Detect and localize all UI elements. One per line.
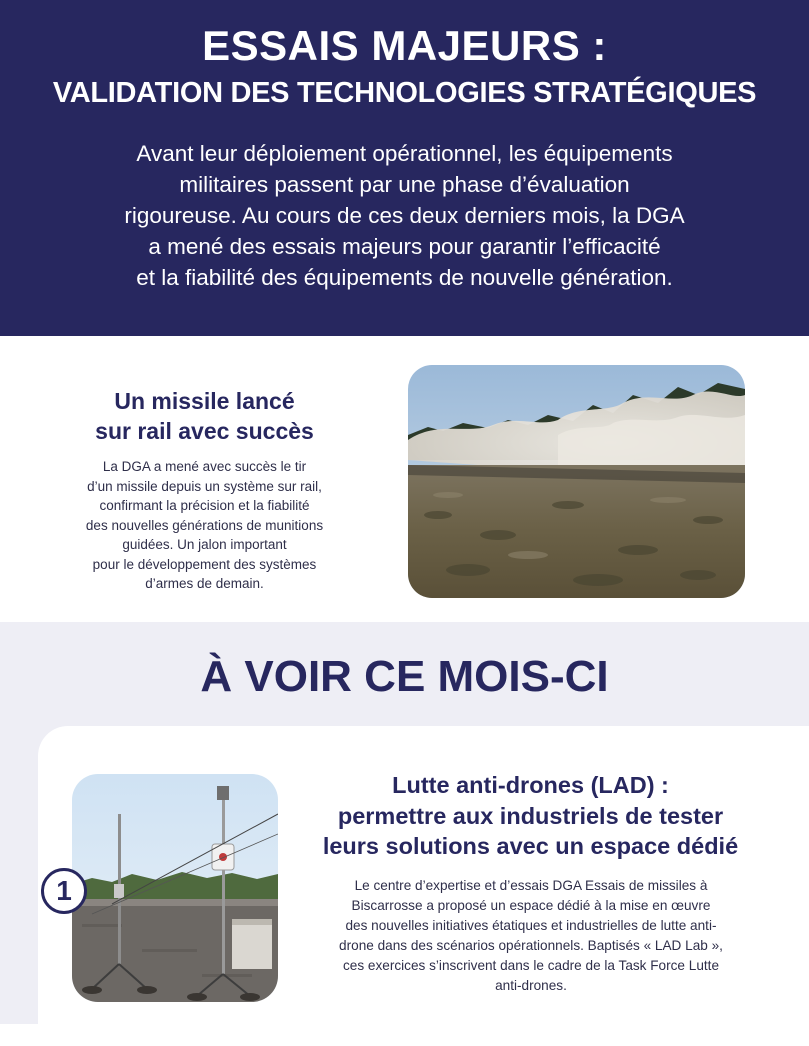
intro-line: rigoureuse. Au cours de ces deux derniers mois, la DGA [124, 203, 685, 228]
body-line: drone dans des scénarios opérationnels. Baptisés « LAD Lab », [339, 938, 723, 953]
body-line: Biscarrosse a proposé un espace dédié à la mise en œuvre [351, 898, 711, 913]
body-line: des nouvelles générations de munitions [85, 517, 324, 533]
body-line: d’un missile depuis un système sur rail, [87, 478, 322, 494]
page-subtitle: VALIDATION DES TECHNOLOGIES STRATÉGIQUES [52, 77, 757, 109]
feature-card-body [284, 876, 778, 996]
body-line: pour le développement des systèmes [92, 556, 317, 572]
hero-banner [0, 0, 809, 336]
feature-card-title [288, 770, 773, 862]
body-line: d’armes de demain. [145, 576, 264, 591]
item-number-badge: 1 [41, 868, 87, 914]
body-line: guidées. Un jalon important [122, 537, 287, 552]
missile-article-title [32, 386, 377, 446]
body-line: anti-drones. [495, 978, 567, 993]
feature-card [38, 726, 809, 1046]
monthly-section-heading: À VOIR CE MOIS-CI [200, 652, 609, 701]
title-line: leurs solutions avec un espace dédié [322, 833, 739, 859]
body-line: confirmant la précision et la fiabilité [99, 498, 310, 513]
antenna-mast-photo [72, 774, 278, 1002]
page-title: ESSAIS MAJEURS : [202, 22, 607, 69]
body-line: La DGA a mené avec succès le tir [102, 459, 307, 474]
intro-line: militaires passent par une phase d’évaluation [179, 172, 630, 197]
body-line: des nouvelles initiatives étatiques et industrielles de lutte anti- [345, 918, 717, 933]
intro-line: et la fiabilité des équipements de nouvelle génération. [136, 265, 673, 290]
intro-line: a mené des essais majeurs pour garantir l’efficacité [148, 234, 661, 259]
title-line: Lutte anti-drones (LAD) : [392, 772, 669, 798]
body-line: Le centre d’expertise et d’essais DGA Essais de missiles à [354, 878, 708, 893]
intro-line: Avant leur déploiement opérationnel, les équipements [136, 141, 673, 166]
title-line: sur rail avec succès [95, 418, 314, 444]
monthly-section [0, 622, 809, 1024]
title-line: permettre aux industriels de tester [337, 802, 724, 829]
missile-article-body [32, 457, 377, 594]
missile-article [0, 336, 809, 622]
body-line: ces exercices s’inscrivent dans le cadre de la Task Force Lutte [342, 958, 720, 973]
intro-paragraph [40, 138, 769, 293]
missile-launch-photo [408, 365, 745, 598]
title-line: Un missile lancé [114, 388, 295, 414]
